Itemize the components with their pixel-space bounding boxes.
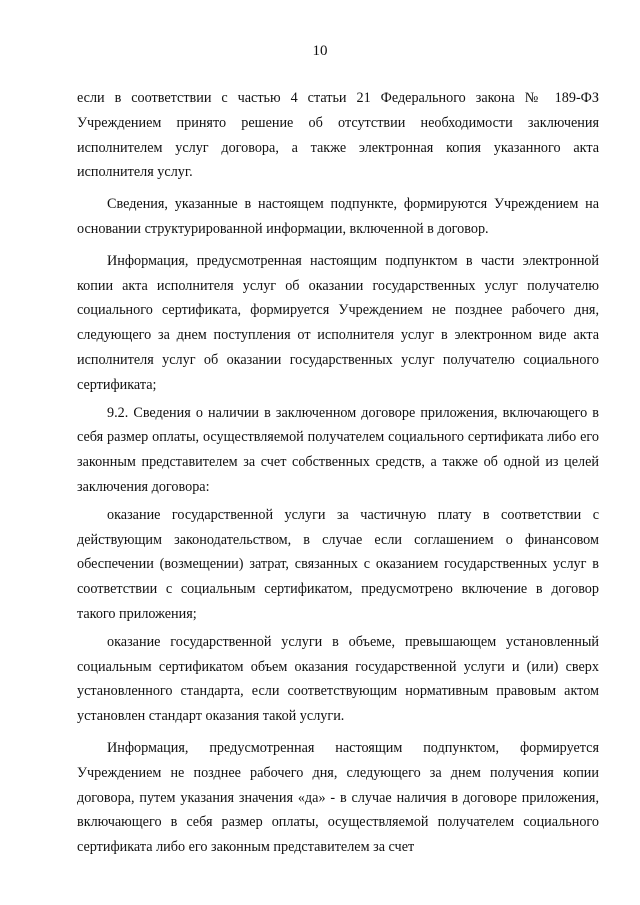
paragraph-item-9-2: 9.2. Сведения о наличии в заключенном договоре приложения, включающего в себя размер оплаты, осуществляемой получателем социального сертификата либо его законным представителем за счет собственных средств, а также об одной из целей заключения договора: xyxy=(77,404,599,495)
paragraph-final-info: Информация, предусмотренная настоящим подпунктом, формируется Учреждением не позднее рабочего дня, следующего за днем получения копии договора, путем указания значения «да» - в случае наличия в договоре приложения, включающего в себя размер оплаты, осуществляемой получателем социального сертификата либо его законным представителем за счет xyxy=(77,739,599,856)
paragraph-excess-volume: оказание государственной услуги в объеме, превышающем установленный социальным сертификатом объем оказания государственной услуги и (или) сверх установленного стандарта, если соответствующим нормативным правовым актом установлен стандарт оказания такой услуги. xyxy=(77,633,599,725)
paragraph-partial-payment: оказание государственной услуги за частичную плату в соответствии с действующим законодательством, в случае если соглашением о финансовом обеспечении (возмещении) затрат, связанных с оказанием государственных услуг в соответствии с социальным сертификатом, предусмотрено включение в договор такого приложения; xyxy=(77,506,599,622)
paragraph-act-copy-info: Информация, предусмотренная настоящим подпунктом в части электронной копии акта исполнителя услуг об оказании государственных услуг получателю социального сертификата, формируется Учреждением не позднее рабочего дня, следующего за днем поступления от исполнителя услуг в электронном виде акта исполнителя услуг об оказании государственных услуг получателю социального сертификата; xyxy=(77,252,599,393)
document-body xyxy=(77,86,599,860)
paragraph-continuation: если в соответствии с частью 4 статьи 21 Федерального закона № 189-ФЗ Учреждением принято решение об отсутствии необходимости заключения исполнителем услуг договора, а также электронная копия указанного акта исполнителя услуг. xyxy=(77,90,599,181)
page-number: 10 xyxy=(312,43,328,59)
paragraph-info-formation: Сведения, указанные в настоящем подпункте, формируются Учреждением на основании структурированной информации, включенной в договор. xyxy=(77,196,599,237)
